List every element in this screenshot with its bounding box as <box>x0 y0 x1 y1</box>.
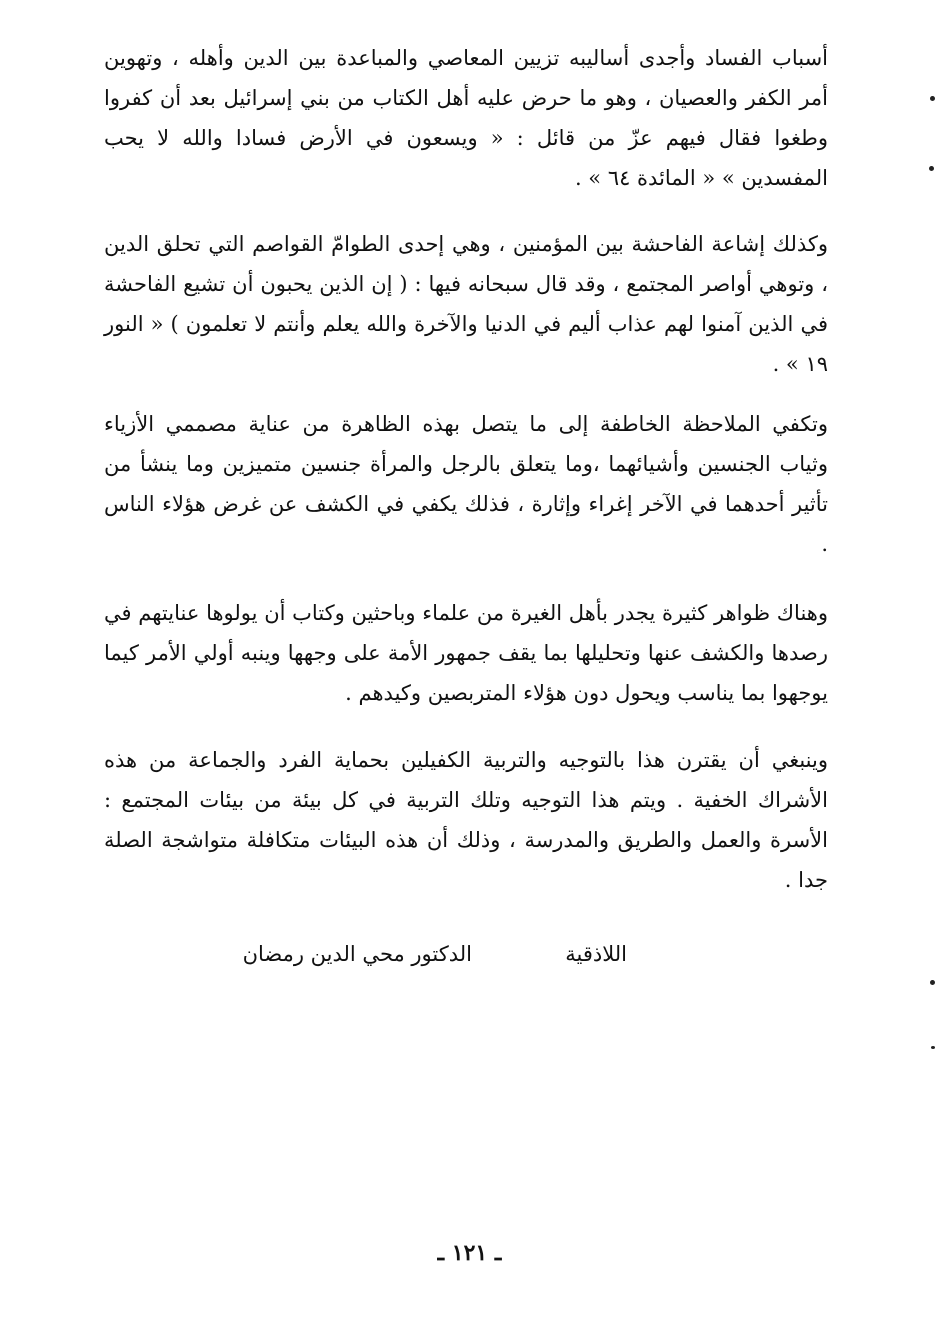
paragraph-5: وينبغي أن يقترن هذا بالتوجيه والتربية الكفيلين بحماية الفرد والجماعة من هذه الأشراك الخفية . ويتم هذا التوجيه وتلك التربية في كل بيئة من بيئات المجتمع : الأسرة والعمل والطريق والمدرسة ، وذلك أن هذه البيئات متكافلة متواشجة الصلة جدا . <box>104 748 828 892</box>
scan-speck-mark <box>930 980 935 985</box>
page-number: ـ ١٢١ ـ <box>437 1240 502 1266</box>
signature-block <box>0 938 939 978</box>
scan-speck-mark <box>929 166 934 171</box>
article-body <box>104 38 828 900</box>
scan-speck-mark <box>931 1046 935 1049</box>
signature-place: اللاذقية <box>565 942 627 966</box>
paragraph-4: وهناك ظواهر كثيرة يجدر بأهل الغيرة من علماء وباحثين وكتاب أن يولوها عنايتهم في رصدها والكشف عنها وتحليلها بما يقف جمهور الأمة على وجهها وينبه أولي الأمر كيما يوجهوا بما يناسب ويحول دون هؤلاء المتربصين وكيدهم . <box>104 601 828 705</box>
signature-author: الدكتور محي الدين رمضان <box>242 942 472 966</box>
paragraph-1: أسباب الفساد وأجدى أساليبه تزيين المعاصي والمباعدة بين الدين وأهله ، وتهوين أمر الكفر والعصيان ، وهو ما حرض عليه أهل الكتاب من بني إسرائيل بعد أن كفروا وطغوا فقال فيهم عزّ من قائل : « ويسعون في الأرض فسادا والله لا يحب المفسدين » « المائدة ٦٤ » . <box>104 46 828 190</box>
scan-speck-mark <box>930 96 935 101</box>
paragraph-3: وتكفي الملاحظة الخاطفة إلى ما يتصل بهذه الظاهرة من عناية مصممي الأزياء وثياب الجنسين وأشيائهما ،وما يتعلق بالرجل والمرأة جنسين متميزين وما ينشأ من تأثير أحدهما في الآخر إغراء وإثارة ، فذلك يكفي في الكشف عن غرض هؤلاء الناس . <box>104 412 828 556</box>
paragraph-2: وكذلك إشاعة الفاحشة بين المؤمنين ، وهي إحدى الطوامّ القواصم التي تحلق الدين ، وتوهي أواصر المجتمع ، وقد قال سبحانه فيها : ( إن الذين يحبون أن تشيع الفاحشة في الذين آمنوا لهم عذاب أليم في الدنيا والآخرة والله يعلم وأنتم لا تعلمون ) « النور ١٩ » . <box>104 232 828 376</box>
